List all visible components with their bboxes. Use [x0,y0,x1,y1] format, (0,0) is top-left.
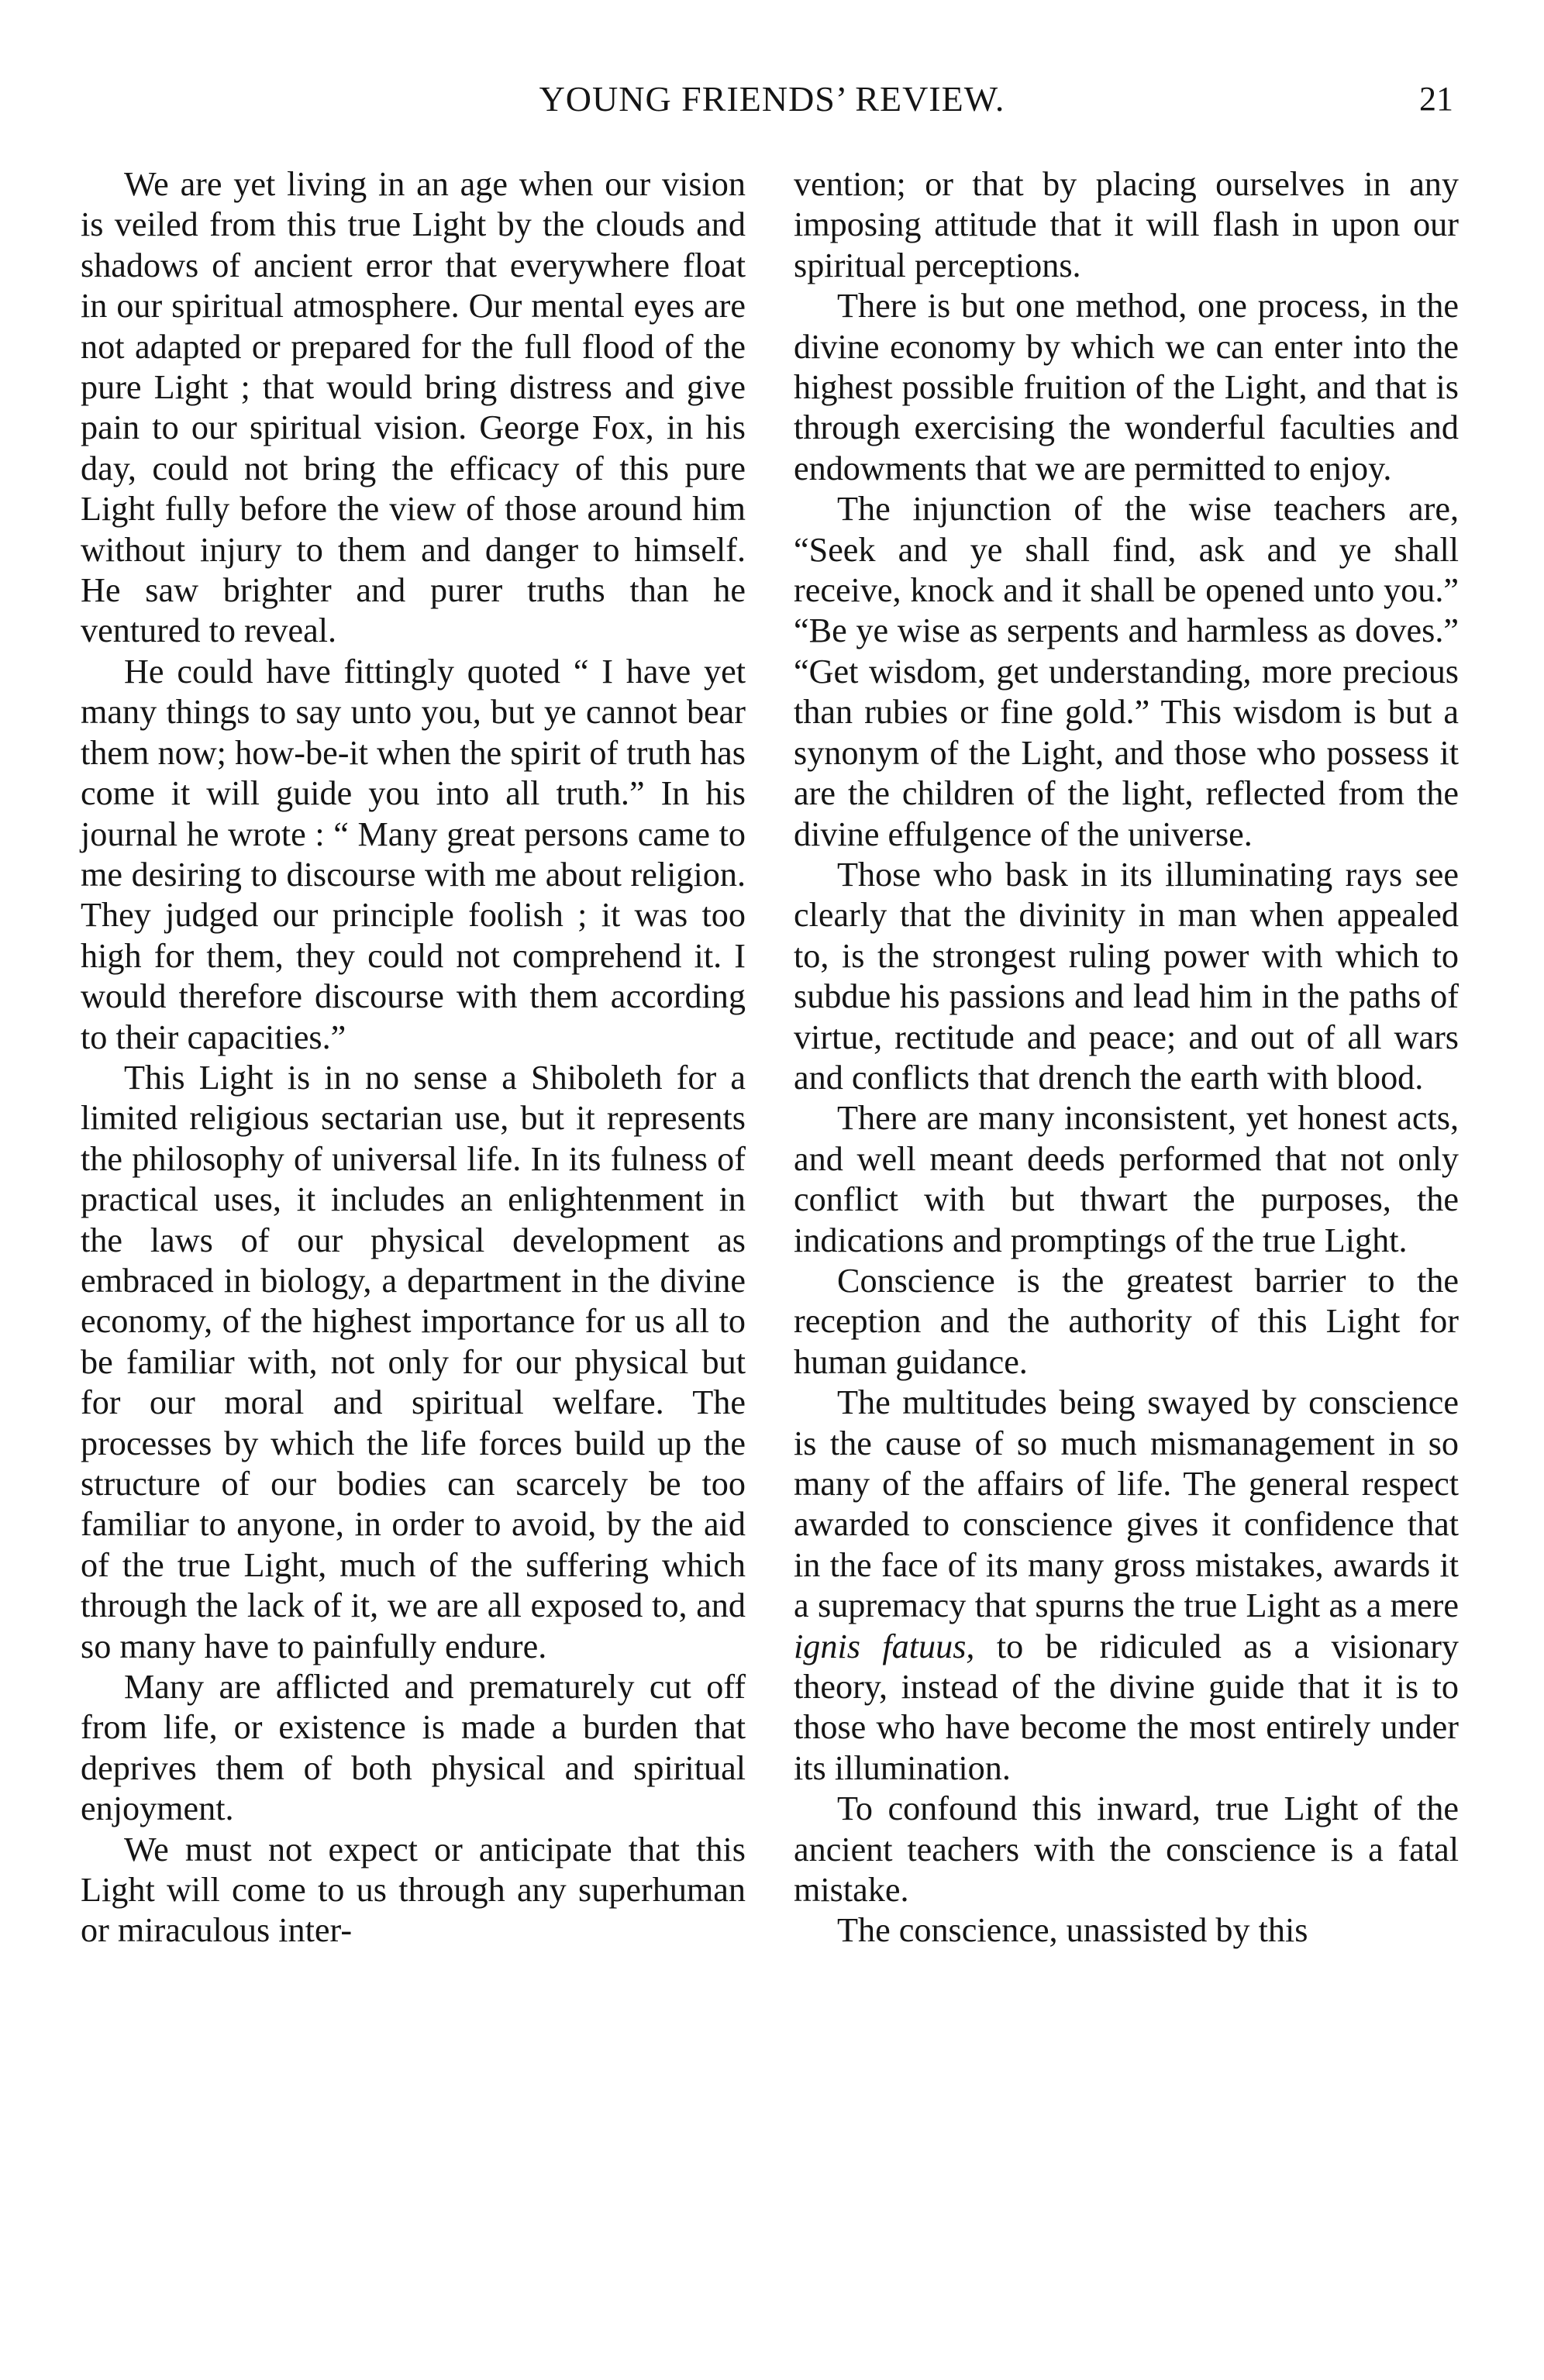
text-run: The multitudes being swayed by conscience is the cause of so much mismanagement in so many of the affairs of life. The general respect awarded to conscience gives it confidence that in the face of its many gross mistakes, awards it a supremacy that spurns the true Light as a mere [794,1383,1459,1625]
running-head [0,68,1544,130]
paragraph-ignis-fatuus [794,1383,1459,1789]
paragraph: He could have fittingly quoted “ I have yet many things to say unto you, but ye cannot bear them now; how-be-it when the spirit of truth has come it will guide you into all truth.” In his journal he wrote : “ Many great persons came to me desiring to discourse with me about religion. They judged our principle foolish ; it was too high for them, they could not comprehend it. I would therefore discourse with them according to their capacities.” [81,652,746,1056]
paragraph: The injunction of the wise teachers are, “Seek and ye shall find, ask and ye shall receive, knock and it shall be opened unto you.” “Be ye wise as serpents and harmless as doves.” “Get wisdom, get understanding, more precious than rubies or fine gold.” This wisdom is but a synonym of the Light, and those who possess it are the children of the light, reflected from the divine effulgence of the universe. [794,490,1459,853]
paragraph: To confound this inward, true Light of the ancient teachers with the conscience is a fatal mistake. [794,1789,1459,1910]
paragraph: There is but one method, one process, in the divine economy by which we can enter into the highest possible fruition of the Light, and that is through exercising the wonderful faculties and endowments that we are permitted to enjoy. [794,287,1459,487]
text-run: to be ridiculed as a visionary theory, instead of the divine guide that it is to those who have become the most entirely under its illumination. [794,1627,1459,1787]
journal-title: YOUNG FRIENDS’ REVIEW. [539,79,1005,119]
paragraph: We are yet living in an age when our vision is veiled from this true Light by the clouds and shadows of ancient error that everywhere float in our spiritual atmosphere. Our mental eyes are not adapted or prepared for the full flood of the pure Light ; that would bring distress and give pain to our spiritual vision. George Fox, in his day, could not bring the efficacy of this pure Light fully before the view of those around him without injury to them and danger to himself. He saw brighter and purer truths than he ventured to reveal. [81,165,746,650]
paragraph: The conscience, unassisted by this [837,1911,1308,1950]
paragraph: Conscience is the greatest barrier to the reception and the authority of this Light for human guidance. [794,1261,1459,1381]
paragraph: There are many inconsistent, yet honest acts, and well meant deeds performed that not only conflict with but thwart the purposes, the indications and promptings of the true Light. [794,1099,1459,1259]
continued-paragraph: vention; or that by placing ourselves in any imposing attitude that it will flash in upon our spiritual perceptions. [794,165,1459,284]
page-number: 21 [1419,80,1453,118]
right-column [794,164,1459,1951]
left-column [81,164,746,1951]
paragraph: We must not expect or anticipate that this Light will come to us through any superhuman or miraculous inter- [81,1830,746,1950]
paragraph: Those who bask in its illuminating rays see clearly that the divinity in man when appealed to, is the strongest ruling power with which to subdue his passions and lead him in the paths of virtue, rectitude and peace; and out of all wars and conflicts that drench the earth with blood. [794,855,1459,1097]
italic-phrase: ignis fatuus, [794,1627,975,1665]
paragraph: This Light is in no sense a Shiboleth for a limited religious sectarian use, but it represents the philosophy of universal life. In its fulness of practical uses, it includes an enlightenment in the laws of our physical development as embraced in biology, a department in the divine economy, of the highest importance for us all to be familiar with, not only for our physical but for our moral and spiritual welfare. The processes by which the life forces build up the structure of our bodies can scarcely be too familiar to anyone, in order to avoid, by the aid of the true Light, much of the suffering which through the lack of it, we are all exposed to, and so many have to painfully endure. [81,1058,746,1665]
paragraph: Many are afflicted and prematurely cut off from life, or existence is made a burden that deprives them of both physical and spiritual enjoyment. [81,1668,746,1828]
